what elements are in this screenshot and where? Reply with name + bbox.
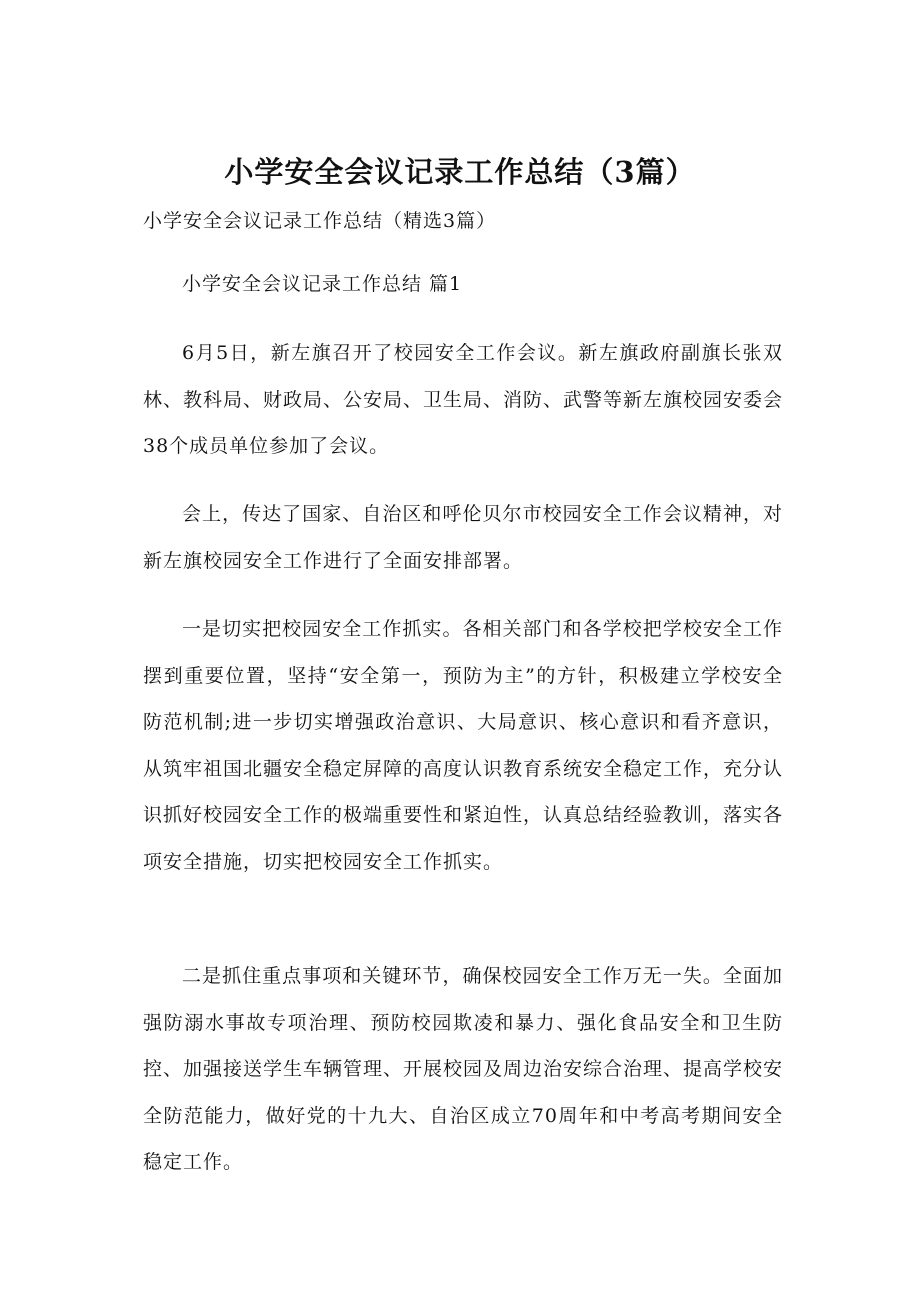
paragraph: 6月5日，新左旗召开了校园安全工作会议。新左旗政府副旗长张双林、教科局、财政局、公安局、卫生局、消防、武警等新左旗校园安委会38个成员单位参加了会议。 xyxy=(143,342,784,457)
section-heading: 小学安全会议记录工作总结 篇1 xyxy=(182,273,463,295)
paragraph: 一是切实把校园安全工作抓实。各相关部门和各学校把学校安全工作摆到重要位置，坚持“安全第一，预防为主”的方针，积极建立学校安全防范机制;进一步切实增强政治意识、大局意识、核心意识和看齐意识，从筑牢祖国北疆安全稳定屏障的高度认识教育系统安全稳定工作，充分认识抓好校园安全工作的极端重要性和紧迫性，认真总结经验教训，落实各项安全措施，切实把校园安全工作抓实。 xyxy=(143,618,784,873)
document-title: 小学安全会议记录工作总结（3篇） xyxy=(224,155,696,189)
document-subtitle: 小学安全会议记录工作总结（精选3篇） xyxy=(143,210,497,232)
paragraph: 会上，传达了国家、自治区和呼伦贝尔市校园安全工作会议精神，对新左旗校园安全工作进行了全面安排部署。 xyxy=(143,503,783,572)
paragraph: 二是抓住重点事项和关键环节，确保校园安全工作万无一失。全面加强防溺水事故专项治理、预防校园欺凌和暴力、强化食品安全和卫生防控、加强接送学生车辆管理、开展校园及周边治安综合治理、提高学校安全防范能力，做好党的十九大、自治区成立70周年和中考高考期间安全稳定工作。 xyxy=(143,965,784,1173)
